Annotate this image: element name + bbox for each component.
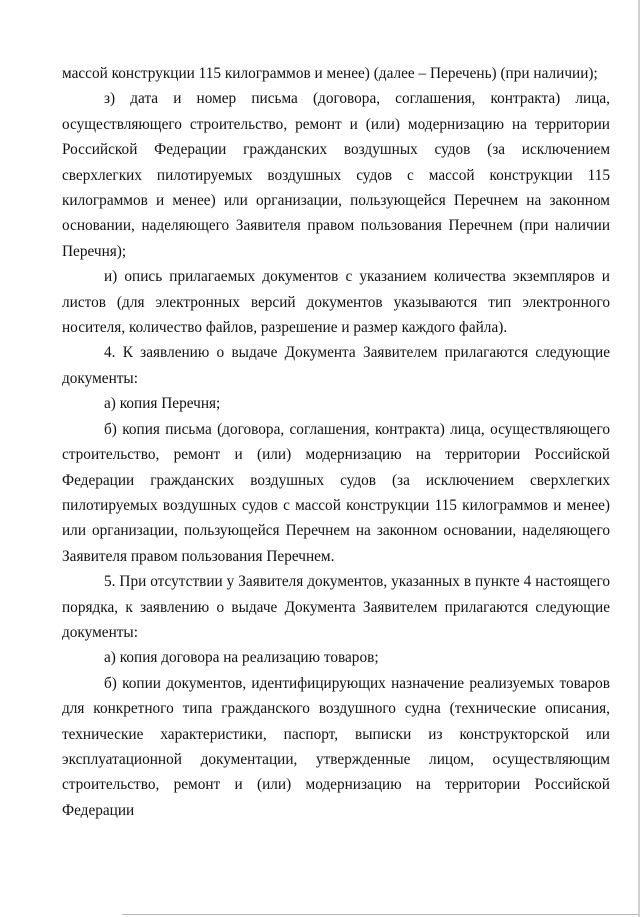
page-bottom-edge	[122, 914, 638, 915]
paragraph-item-i: и) опись прилагаемых документов с указанием количества экземпляров и листов (для электронных версий документов указываются тип электронного носителя, количество файлов, разрешение и размер каждого файла).	[62, 268, 610, 337]
paragraph-section-5-b: б) копии документов, идентифицирующих назначение реализуемых товаров для конкретного типа гражданского воздушного судна (технические описания, технические характеристики, паспорт, выписки из конструкторской или эксплуатационной документации, утвержденные лицом, осуществляющим строительство, ремонт и (или) модернизацию на территории Российской Федерации	[62, 674, 610, 819]
paragraph-item-z: з) дата и номер письма (договора, соглашения, контракта) лица, осуществляющего строительство, ремонт и (или) модернизацию на территории Российской Федерации гражданских воздушных судов (за исключением сверхлегких пилотируемых воздушных судов с массой конструкции 115 килограммов и менее) или организации, пользующейся Перечнем на законном основании, наделяющего Заявителя правом пользования Перечнем (при наличии Перечня);	[62, 90, 610, 260]
paragraph-section-4-a: а) копия Перечня;	[104, 395, 221, 413]
paragraph-section-4-b: б) копия письма (договора, соглашения, контракта) лица, осуществляющего строительство, ремонт и (или) модернизацию на территории Российской Федерации гражданских воздушных судов (за исключением сверхлегких пилотируемых воздушных судов с массой конструкции 115 килограммов и менее) или организации, пользующейся Перечнем на законном основании, наделяющего Заявителя правом пользования Перечнем.	[62, 420, 610, 565]
paragraph-section-5-a: а) копия договора на реализацию товаров;	[104, 649, 379, 667]
document-body	[62, 61, 610, 823]
paragraph-section-5: 5. При отсутствии у Заявителя документов, указанных в пункте 4 настоящего порядка, к заявлению о выдаче Документа Заявителем прилагаются следующие документы:	[62, 573, 610, 641]
paragraph-continuation: массой конструкции 115 килограммов и менее) (далее – Перечень) (при наличии);	[62, 65, 598, 82]
paragraph-section-4: 4. К заявлению о выдаче Документа Заявителем прилагаются следующие документы:	[62, 344, 610, 387]
